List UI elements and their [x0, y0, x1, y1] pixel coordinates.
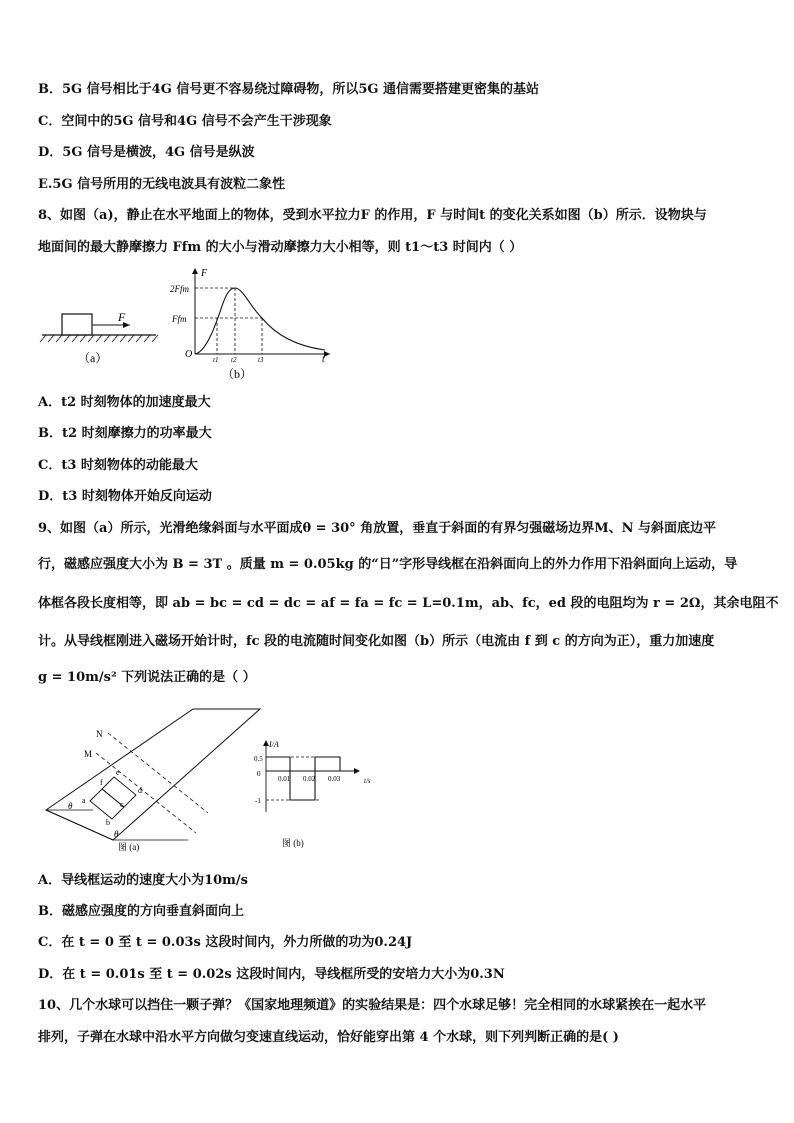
question-8-option-a: A．t2 时刻物体的加速度最大 [38, 395, 211, 410]
label-f: f [100, 778, 103, 787]
question-8-line-1: 8、如图（a)，静止在水平地面上的物体，受到水平拉力F 的作用，F 与时间t 的变化关系如图（b）所示．设物块与 [38, 208, 707, 223]
question-8-line-2: 地面间的最大静摩擦力 Ffm 的大小与滑动摩擦力大小相等，则 t1～t3 时间内（ ） [38, 240, 523, 255]
question-9-option-d: D．在 t = 0.01s 至 t = 0.02s 这段时间内，导线框所受的安培力大小为0.3N [38, 967, 505, 982]
label-a: a [82, 796, 86, 805]
tick-t2: t2 [231, 356, 237, 364]
label-theta-2: θ [114, 829, 119, 839]
y-tick-ffm: Ffm [172, 314, 187, 324]
label-d: d [138, 786, 142, 795]
origin-label: O [185, 349, 193, 360]
figure-9b-caption: 图 (b) [282, 838, 304, 848]
figure-8a [38, 290, 168, 370]
label-e: e [116, 768, 120, 777]
question-8-option-d: D．t3 时刻物体开始反向运动 [38, 489, 212, 504]
figure-8a-caption: （a） [78, 351, 108, 365]
label-n: N [96, 729, 103, 739]
question-9-line-5: g = 10m/s² 下列说法正确的是（ ） [38, 670, 256, 685]
t-axis-label: t/s [364, 777, 371, 785]
question-8-option-c: C．t3 时刻物体的动能最大 [38, 458, 198, 473]
question-9-option-c: C．在 t = 0 至 t = 0.03s 这段时间内，外力所做的功为0.24J [38, 935, 413, 950]
figure-9a-caption: 图 (a) [118, 842, 140, 852]
question-9-line-4: 计。从导线框刚进入磁场开始计时，fc 段的电流随时间变化如图（b）所示（电流由 f 到 c 的方向为正），重力加速度 [38, 634, 715, 649]
tick-t1: t1 [213, 356, 219, 364]
force-label: F [118, 310, 126, 324]
label-b: b [106, 818, 110, 827]
option-d-5g: D．5G 信号是横波，4G 信号是纵波 [38, 145, 255, 160]
tick-0-03: 0.03 [328, 775, 341, 783]
question-9-option-b: B．磁感应强度的方向垂直斜面向上 [38, 904, 244, 919]
label-theta-1: θ [68, 801, 73, 811]
tick-0-01: 0.01 [278, 775, 291, 783]
y-axis-label: F [201, 268, 208, 279]
option-c-5g: C．空间中的5G 信号和4G 信号不会产生干涉现象 [38, 114, 332, 129]
question-9-option-a: A．导线框运动的速度大小为10m/s [38, 873, 248, 888]
x-axis-label: t [322, 354, 325, 365]
question-9-line-1: 9、如图（a）所示，光滑绝缘斜面与水平面成θ = 30° 角放置，垂直于斜面的有界匀强磁场边界M、N 与斜面底边平 [38, 521, 717, 536]
question-10-line-2: 排列，子弹在水球中沿水平方向做匀变速直线运动，恰好能穿出第 4 个水球，则下列判断正确的是( ) [38, 1030, 619, 1045]
figure-8b [165, 262, 340, 384]
question-9-line-2: 行，磁感应强度大小为 B = 3T 。质量 m = 0.05kg 的“日”字形导线框在沿斜面向上的外力作用下沿斜面向上运动，导 [38, 557, 738, 572]
tick-t3: t3 [258, 356, 264, 364]
y-tick-2ffm: 2Ffm [170, 284, 189, 294]
force-curve [195, 288, 325, 354]
frame-right [102, 777, 136, 807]
figure-9b [250, 738, 380, 850]
i-axis-label: I/A [269, 740, 279, 749]
origin-zero: 0 [257, 770, 261, 778]
label-c: c [120, 800, 124, 809]
incline-plane [46, 709, 260, 840]
option-e-5g: E.5G 信号所用的无线电波具有波粒二象性 [38, 177, 286, 192]
question-10-line-1: 10、几个水球可以挡住一颗子弹？《国家地理频道》的实验结果是：四个水球足够！完全相同的水球紧挨在一起水平 [38, 998, 707, 1013]
label-m: M [84, 749, 93, 759]
tick-0-5: 0.5 [254, 755, 263, 763]
option-b-5g: B．5G 信号相比于4G 信号更不容易绕过障碍物，所以5G 通信需要搭建更密集的基站 [38, 82, 540, 97]
figure-8b-caption: （b） [222, 367, 253, 381]
question-9-line-3: 体框各段长度相等，即 ab = bc = cd = dc = af = fa = fc = L=0.1m，ab、fc，ed 段的电阻均为 r = 2Ω，其余电阻不 [38, 596, 779, 611]
block [62, 314, 92, 335]
figure-9a [38, 705, 263, 855]
tick-neg-1: -1 [255, 797, 261, 805]
tick-0-02: 0.02 [303, 775, 316, 783]
question-8-option-b: B．t2 时刻摩擦力的功率最大 [38, 426, 212, 441]
